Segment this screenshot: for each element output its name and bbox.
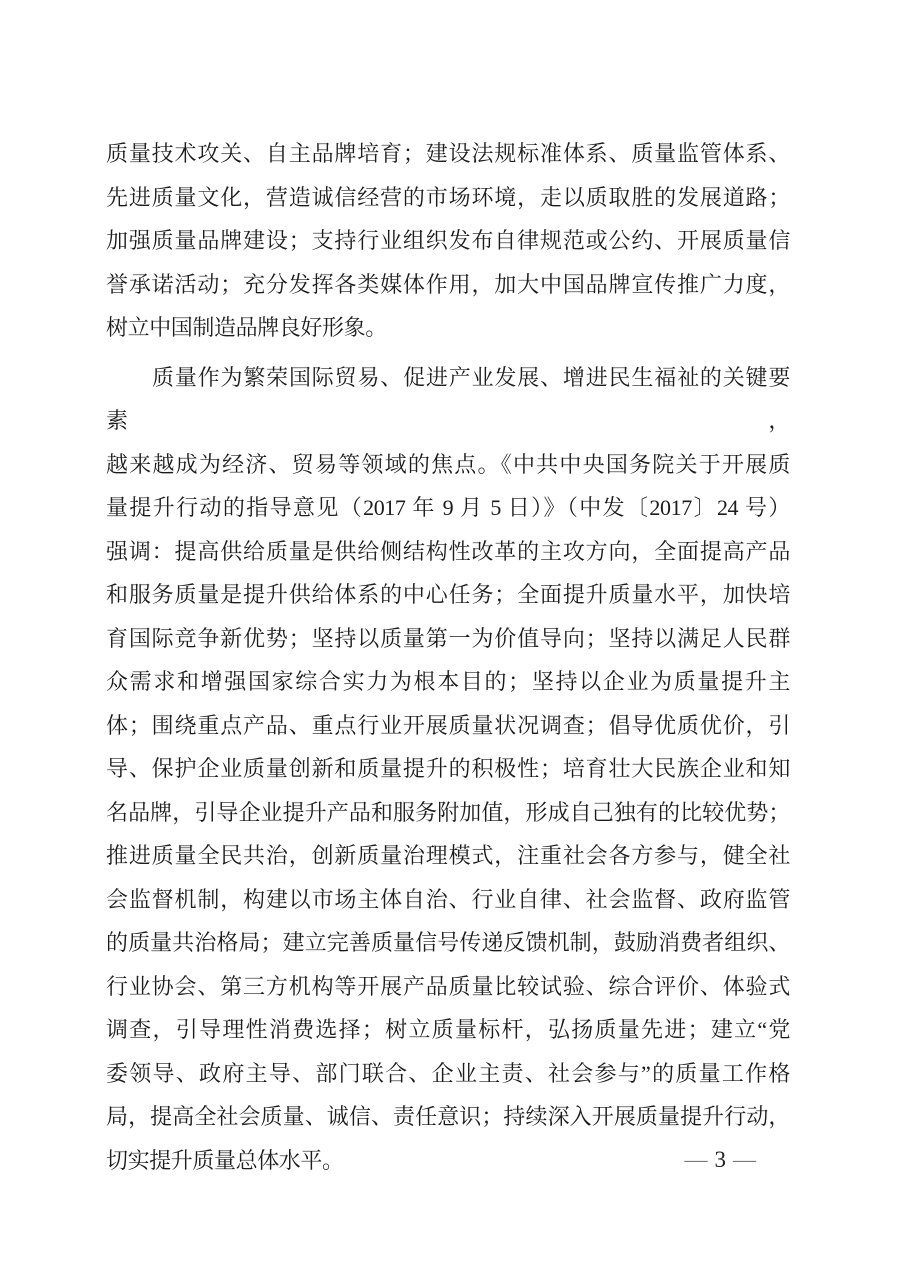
page-number-value: 3 — [714, 1147, 727, 1172]
text-line: 会监督机制，构建以市场主体自治、行业自律、社会监督、政府监管 — [106, 886, 790, 912]
text-block — [106, 132, 790, 1182]
text-line: 量提升行动的指导意见（2017 年 9 月 5 日）》（中发〔2017〕24 号） — [106, 495, 790, 520]
text-line: 名品牌，引导企业提升产品和服务附加值，形成自己独有的比较优势； — [106, 799, 790, 825]
text-line: 越来越成为经济、贸易等领域的焦点。《中共中央国务院关于开展质 — [106, 451, 790, 477]
text-line: 众需求和增强国家综合实力为根本目的；坚持以企业为质量提升主 — [106, 669, 790, 694]
text-line: 和服务质量是提升供给体系的中心任务；全面提升质量水平，加快培 — [106, 582, 790, 607]
text-line: 誉承诺活动；充分发挥各类媒体作用，加大中国品牌宣传推广力度， — [106, 271, 790, 297]
text-line: 强调：提高供给质量是供给侧结构性改革的主攻方向，全面提高产品 — [106, 538, 790, 564]
text-line: 导、保护企业质量创新和质量提升的积极性；培育壮大民族企业和知 — [106, 756, 790, 781]
text-line: 委领导、政府主导、部门联合、企业主责、社会参与”的质量工作格 — [106, 1060, 790, 1086]
page-number-dash-right: — — [733, 1147, 757, 1172]
text-line: 行业协会、第三方机构等开展产品质量比较试验、综合评价、体验式 — [106, 973, 790, 999]
text-line: 质量技术攻关、自主品牌培育；建设法规标准体系、质量监管体系、 — [106, 141, 790, 166]
text-line: 体；围绕重点产品、重点行业开展质量状况调查；倡导优质优价，引 — [106, 712, 790, 738]
paragraph — [106, 132, 790, 350]
page-number — [679, 1146, 764, 1174]
text-line: 局，提高全社会质量、诚信、责任意识；持续深入开展质量提升行动， — [106, 1104, 790, 1129]
paragraph — [106, 356, 790, 1183]
text-line: 先进质量文化，营造诚信经营的市场环境，走以质取胜的发展道路； — [106, 184, 790, 210]
text-line: 育国际竞争新优势；坚持以质量第一为价值导向；坚持以满足人民群 — [106, 625, 790, 651]
text-line: 加强质量品牌建设；支持行业组织发布自律规范或公约、开展质量信 — [106, 228, 790, 253]
text-line: 切实提升质量总体水平。 — [106, 1147, 344, 1173]
text-line: 质量作为繁荣国际贸易、促进产业发展、增进民生福祉的关键要素， — [106, 364, 790, 433]
page-number-dash-left: — — [684, 1147, 709, 1172]
text-line: 推进质量全民共治，创新质量治理模式，注重社会各方参与，健全社 — [106, 843, 790, 868]
text-line: 树立中国制造品牌良好形象。 — [106, 315, 387, 340]
text-line: 的质量共治格局；建立完善质量信号传递反馈机制，鼓励消费者组织、 — [106, 930, 790, 955]
text-line: 调查，引导理性消费选择；树立质量标杆，弘扬质量先进；建立“党 — [106, 1017, 790, 1042]
